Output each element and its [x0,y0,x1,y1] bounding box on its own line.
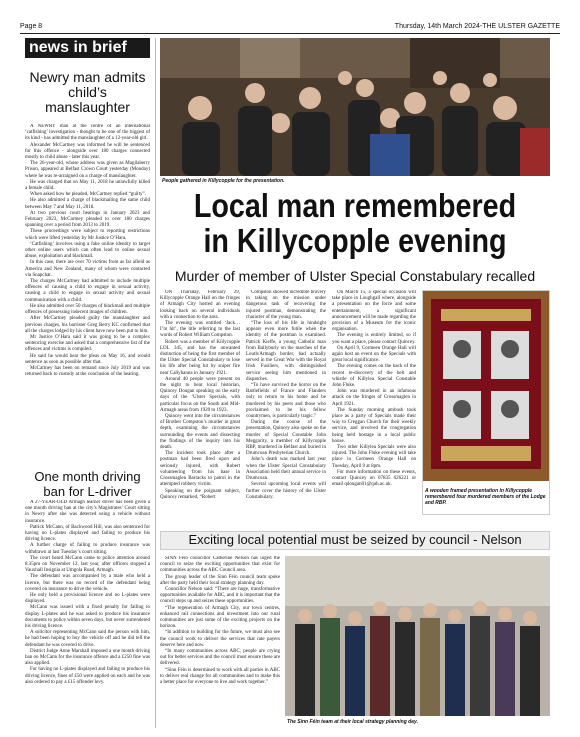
paragraph: Councillor Nelson said: “There are huge, transformative opportunities available for ABC, and it is important that the council steps up and seizes these opportunities. [160,587,280,605]
paragraph: These proceedings were subject to reporting restrictions which were lifted yesterday by Mr Justice O’Hara. [25,229,150,241]
paragraph: The defendant was accompanied by a male who held a licence, but there was no record of the defendant being covered on insurance to drive the vehicle. [25,574,150,592]
paragraph: Two other Killylea Specials were also injured. The John Fluke evening will take place in Cormeen Orange Hall on Tuesday, April 9 at 8pm. [332,445,416,469]
paragraph: McCartney has been on remand since July 2019 and was returned back to custody at the conclusion of the hearing. [25,365,150,378]
sinn-fein-team-illustration [285,556,550,716]
paragraph: “To have survived the horror on the Battlefields of France and Flanders only to return to his home and be murdered by his peers and those who proclaimed to be his fellow countrymen, is particularly tragic.” [246,383,326,420]
page-number: Page 8 [20,23,43,30]
paragraph: In this case, there are over 70 victims from as far afield as America and New Zealand, many of whom were contacted via Snapchat. [25,260,150,278]
paragraph: “Sinn Féin is determined to work with all parties in ABC to deliver real change for all communities and to make this a better place for everyone to live and work together.” [160,667,280,686]
paragraph: “In many communities across ABC, people are crying out for better services and the council must ensure these are delivered. [160,649,280,667]
audience-photo-illustration [160,38,550,176]
paragraph: He also admitted over 50 charges of blackmail and multiple offences of possessing indecent images of children. [25,303,150,316]
sinn-fein-team-photo [285,556,550,716]
paragraph: At two previous court hearings in January 2023 and February 2023, McCartney pleaded to over 180 charges spanning over a period from 2013 to 2019. [25,210,150,229]
council-photo-caption: The Sinn Féin team at their local strategy planning day. [287,719,418,725]
paragraph: Alexander McCartney was informed he will be sentenced for this offence - alongside over 180 charges connected mostly to child abuse - later this year. [25,142,150,161]
paragraph: Patrick McCann, of Bachwood Hill, was also sentenced for having no L-plates displayed and failing to produce his driving licence. [25,524,150,543]
paragraph: A further charge of failing to produce insurance was withdrawn at last Tuesday’s court sitting. [25,543,150,555]
paragraph: The group leader of the Sinn Féin council team spoke after the party held their local strategy planning day. [160,574,280,586]
paragraph: Compston showed incredible bravery in taking on the mission under dangerous task of recovering the injured postman, demonstrating the character of the young man. [246,290,326,320]
paragraph: ‘Catfishing’ involves using a fake online identity to target other online users which can often lead to online sexual abuse, exploitation and blackmail. [25,241,150,260]
brief-headline-2: One month driving ban for L-driver [34,469,141,499]
paragraph: McCann was issued with a fixed penalty for failing to display L-plates and he was asked to produce his insurance documents to police within seven days, but never surrendered his driving licence. [25,605,150,630]
paragraph: For more information on these events, contact Quincey on 07835 626221 or email qdougan01@qub.ac.uk. [332,469,416,488]
main-headline: Local man remembered in Killycopple evening [193,187,517,259]
paragraph: He only held a provisional licence and no L-plates were displayed. [25,593,150,605]
paragraph: The evening is entirely limited, so if you want a place, please contact Quincey. [332,333,416,345]
paragraph: A NEWRY man at the centre of an international ‘catfishing’ investigation - thought to be one of the biggest of its kind - has admitted the manslaughter of a 12-year-old girl. [25,124,150,142]
paragraph: “The regeneration of Armagh City, our town centres, enhanced rail connections and investment into our rural communities are just some of the exciting projects on the horizon. [160,605,280,630]
paragraph: “The loss of his life in hindsight appears even more futile when the identity of the postman is examined. Patrick Kieffe, a young Catholic man from Ballyburly on the marches of the Louth/Armagh border, had actually served in the Great War with the Royal Irish Fusiliers, with distinguished service seeing him mentioned in dispatches. [246,321,326,382]
paragraph: Several upcoming local events will further cover the history of the Ulster Constabulary. [246,482,326,500]
paragraph: John’s death was marked last year when the Ulster Special Constabulary Association held their annual service in Drumcoan. [246,457,326,482]
paragraph: He also admitted a charge of blackmailing the same child between May 7 and May 11, 2018. [25,198,150,210]
paragraph: A solicitor representing McCann said the person with him, he had been hoping to buy the vehicle off and he did tell the defendant he was covered to drive. [25,630,150,648]
paragraph: The evening was entitled ‘Jack… I’m hit’, the title referring to the last words of Robert William Compston. [160,321,240,339]
paragraph: The court heard McCann came to police attention around 8.35pm on November 12, last year, after officers stopped a Vauxhall Insignia at Umgola Road, Armagh. [25,555,150,574]
framed-presentation-photo [422,290,550,515]
paragraph: The Sunday morning ambush took place as a party of Specials made their way to Creggan Church for their weekly service, and involved the congregation being held hostage in a local public house. [332,407,416,444]
paragraph: During the course of the presentation, Quincey also spoke on the murder of Special Constable John Meggarity, a member of Killycopple RBP, murdered in Belfast and buried in Drumcoan Presbyterian Church. [246,420,326,457]
paragraph: ON Thursday, February 29, Killycopple Orange Hall on the fringes of Armagh City hosted an evening looking back on several individuals with a connection to the area. [160,290,240,320]
main-story-col-2 [246,290,326,522]
brief-story-2-body [25,500,150,725]
paragraph: After McCartney pleaded guilty the manslaughter and previous charges, his barrister Greg Berry KC confirmed that all the charges lodged by his client have now been put to him. [25,316,150,334]
main-story-col-3 [332,290,416,522]
council-headline: Exciting local potential must be seized by council - Nelson [160,531,550,550]
issue-date: Thursday, 14th March 2024-THE ULSTER GAZETTE [394,23,560,30]
side-photo-caption: A wooden framed presentation in Killycopple remembered four murdered members of the Lodge and RBP. [425,488,546,506]
paragraph: The incident took place after a postman had been fired upon and seriously injured, with Robert volunteering from his base in Crossmaglen Barracks to patrol in the attempted robbery victim. [160,451,240,488]
paragraph: When asked how he pleaded, McCartney replied “guilty”. [30,192,146,198]
paragraph: For having no L-plates displayed and failing to produce his driving licence, fines of £50 were applied on each and he was also ordered to pay a £15 offender levy. [25,667,150,685]
audience-photo [160,38,550,176]
column-rule [155,38,156,728]
paragraph: Speaking on the poignant subject, Quincey remarked, “Robert [160,488,240,500]
top-photo-caption: People gathered in Killycopple for the presentation. [162,178,285,184]
paragraph: John was murdered in an infamous attack on the fringes of Crossmaglen in April 1921. [332,389,416,407]
paragraph: SINN Féin councillor Catherine Nelson has urged the council to seize the exciting opportunities that exist for communities across the ABC Council area. [160,556,280,574]
main-subheadline: Murder of member of Ulster Special Constabulary recalled [174,268,536,284]
paragraph: A 27-YEAR-OLD Armagh learner driver has been given a one month driving ban at the city’s Magistrates’ Court sitting in Newry after she was detected using a vehicle without insurance. [25,500,150,524]
paragraph: On April 9, Cormeen Orange Hall will again host an event on the Specials with great local significance. [332,345,416,364]
paragraph: “In addition to building for the future, we must also see the council work to deliver the services that rate payers deserve here and now. [160,630,280,648]
paragraph: Quincey went into the circumstances of Brother Compston’s murder in great depth, examining the circumstances surrounding the events and dissecting the findings of the inquiry into his death. [160,414,240,451]
news-in-brief-banner: news in brief [25,38,150,58]
paragraph: Around 40 people were present on the night to hear local historian, Quincey Dougan speaking on the early days of the ‘Ulster Specials, with particular focus on the South and Mid-Armagh areas from 1920 to 1923. [160,376,240,413]
paragraph: He was charged that on May 11, 2018 he unlawfully killed a female child. [25,179,150,192]
brief-story-1-body [25,124,150,464]
paragraph: On March 15, a special occasion will take place in Loughgall where, alongside a presentation on the force and some entertainment, a significant announcement will be made regarding the provision of a Museum for the iconic organisation. [332,290,416,333]
brief-headline-1: Newry man admits child’s manslaughter [29,69,146,115]
paragraph: The 26-year-old, whose address was given as Magilaberry Prison, appeared at Belfast Crown Court yesterday (Monday) where he was re-arraigned on a charge of manslaughter. [25,161,150,179]
framed-presentation-illustration [423,291,549,481]
paragraph: The charges McCartney had admitted to include multiple offences of causing a child to engage in sexual activity, causing a child to engage in sexual activity and sexual communication with a child. [25,279,150,303]
main-story-col-1 [160,290,240,522]
page-header [20,22,560,34]
paragraph: District Judge Anne Marshall imposed a one month driving ban on McCann for the insurance offence and a £250 fine was also applied. [25,648,150,667]
paragraph: He said he would hear the pleas on May 16, and would sentence as soon as possible after that. [25,353,150,365]
paragraph: Mr Justice O’Hara said it was going to be a complex sentencing exercise and asked that a comprehensive list of the offences and victims is compiled. [25,334,150,353]
paragraph: The evening comes on the back of the recent re-discovery of the belt and whistle of Killylea Special Constable John Fluke. [332,364,416,389]
paragraph: Robert was a member of Killycopple LOL 345, and has the unwanted distinction of being the first member of the Ulster Special Constabulary to lose his life after being hit by sniper fire near Callyhanna in January 1921. [160,339,240,376]
council-story-body [160,556,280,728]
